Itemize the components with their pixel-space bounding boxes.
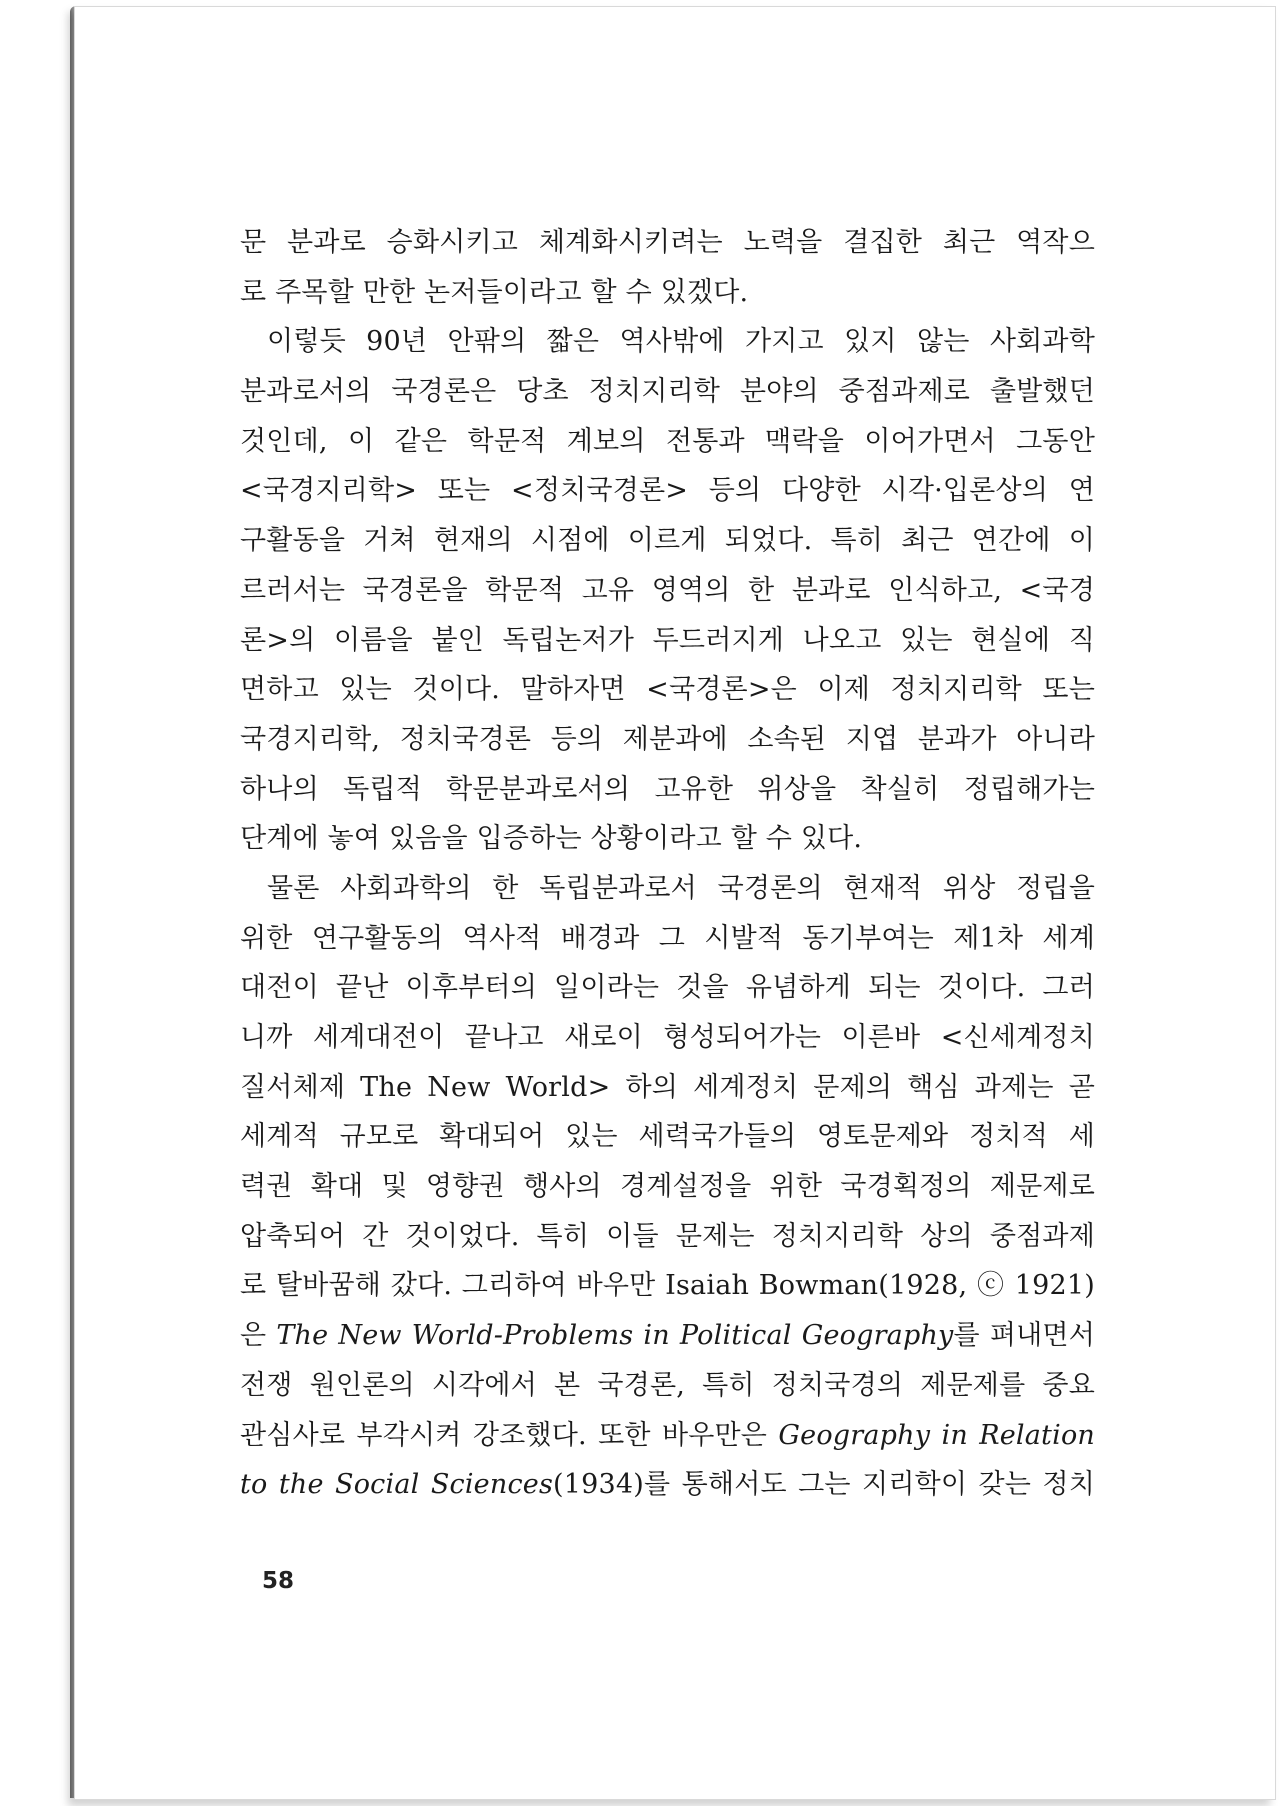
book-title: to the Social Sciences xyxy=(240,1469,554,1501)
body-text xyxy=(240,218,1095,1510)
text-line: 물론 사회과학의 한 독립분과로서 국경론의 현재적 위상 정립을 xyxy=(267,872,1095,904)
book-title: Geography in Relation xyxy=(778,1419,1095,1451)
text-line xyxy=(240,1411,1095,1461)
book-title: The New World-Problems in Political Geography xyxy=(276,1320,954,1352)
text-line: 질서체제 The New World> 하의 세계정치 문제의 핵심 과제는 곧 xyxy=(240,1071,1095,1103)
text-line: 전쟁 원인론의 시각에서 본 국경론, 특히 정치국경의 제문제를 중요 xyxy=(240,1369,1095,1401)
text-line: 국경지리학, 정치국경론 등의 제분과에 소속된 지엽 분과가 아니라 xyxy=(240,723,1095,755)
text-line xyxy=(240,1311,1095,1361)
text-line: 대전이 끝난 이후부터의 일이라는 것을 유념하게 되는 것이다. 그러 xyxy=(240,972,1095,1004)
text-span: 은 xyxy=(240,1320,277,1352)
text-line: 위한 연구활동의 역사적 배경과 그 시발적 동기부여는 제1차 세계 xyxy=(240,922,1095,954)
text-span: (1934)를 통해서도 그는 지리학이 갖는 정치 xyxy=(553,1469,1095,1501)
text-span: 를 펴내면서 xyxy=(953,1320,1095,1352)
text-span: 관심사로 부각시켜 강조했다. 또한 바우만은 xyxy=(240,1419,779,1451)
text-line: 것인데, 이 같은 학문적 계보의 전통과 맥락을 이어가면서 그동안 xyxy=(240,425,1095,457)
text-line: 구활동을 거쳐 현재의 시점에 이르게 되었다. 특히 최근 연간에 이 xyxy=(240,525,1095,557)
text-line: 력권 확대 및 영향권 행사의 경계설정을 위한 국경획정의 제문제로 xyxy=(240,1171,1095,1203)
text-line xyxy=(240,1460,1095,1510)
text-line: 하나의 독립적 학문분과로서의 고유한 위상을 착실히 정립해가는 xyxy=(240,773,1095,805)
text-line: 세계적 규모로 확대되어 있는 세력국가들의 영토문제와 정치적 세 xyxy=(240,1121,1095,1153)
text-line: 로 주목할 만한 논저들이라고 할 수 있겠다. xyxy=(240,276,749,308)
text-line: 압축되어 간 것이었다. 특히 이들 문제는 정치지리학 상의 중점과제 xyxy=(240,1220,1095,1252)
text-line: 르러서는 국경론을 학문적 고유 영역의 한 분과로 인식하고, <국경 xyxy=(240,574,1095,606)
text-line: 로 탈바꿈해 갔다. 그리하여 바우만 Isaiah Bowman(1928, ⓒ 1921) xyxy=(240,1270,1095,1302)
text-line: 문 분과로 승화시키고 체계화시키려는 노력을 결집한 최근 역작으 xyxy=(240,227,1095,258)
text-line: 이렇듯 90년 안팎의 짧은 역사밖에 가지고 있지 않는 사회과학 xyxy=(267,326,1095,358)
text-line: 니까 세계대전이 끝나고 새로이 형성되어가는 이른바 <신세계정치 xyxy=(240,1022,1095,1053)
text-line: 분과로서의 국경론은 당초 정치지리학 분야의 중점과제로 출발했던 xyxy=(240,376,1095,408)
page-number: 58 xyxy=(262,1568,295,1594)
text-line: 론>의 이름을 붙인 독립논저가 두드러지게 나오고 있는 현실에 직 xyxy=(240,624,1095,656)
text-line: <국경지리학> 또는 <정치국경론> 등의 다양한 시각·입론상의 연 xyxy=(240,475,1095,507)
text-line: 단계에 놓여 있음을 입증하는 상황이라고 할 수 있다. xyxy=(240,823,863,855)
text-line: 면하고 있는 것이다. 말하자면 <국경론>은 이제 정치지리학 또는 xyxy=(240,674,1095,706)
